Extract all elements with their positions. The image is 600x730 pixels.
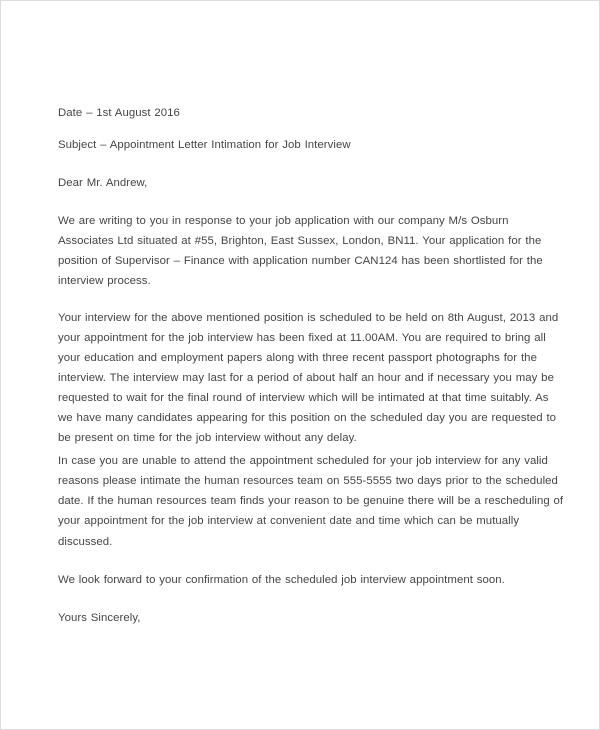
letter-salutation: Dear Mr. Andrew,: [58, 177, 148, 189]
paragraph-line: Associates Ltd situated at #55, Brighton, East Sussex, London, BN11. Your application for the: [58, 235, 542, 247]
paragraph-line: your appointment for the job interview has been fixed at 11.00AM. You are required to bring all: [58, 332, 546, 344]
paragraph-line: be present on time for the job interview without any delay.: [58, 432, 357, 444]
closing-paragraph: We look forward to your confirmation of the scheduled job interview appointment soon.: [58, 574, 505, 586]
paragraph-line: interview process.: [58, 275, 151, 287]
sign-off: Yours Sincerely,: [58, 612, 141, 624]
letter-subject: Subject – Appointment Letter Intimation for Job Interview: [58, 139, 351, 151]
paragraph-line: interview. The interview may last for a period of about half an hour and if necessary you may be: [58, 372, 554, 384]
paragraph-line: discussed.: [58, 536, 113, 548]
letter-date: Date – 1st August 2016: [58, 107, 180, 119]
paragraph-line: we have many candidates appearing for this position on the scheduled day you are requested to: [58, 412, 557, 424]
paragraph-line: date. If the human resources team finds your reason to be genuine there will be a rescheduling of: [58, 495, 564, 507]
paragraph-line: your education and employment papers along with three recent passport photographs for the: [58, 352, 537, 364]
paragraph-line: position of Supervisor – Finance with application number CAN124 has been shortlisted for the: [58, 255, 543, 267]
paragraph-line: your appointment for the job interview at convenient date and time which can be mutually: [58, 515, 520, 527]
paragraph-line: We are writing to you in response to your job application with our company M/s Osburn: [58, 215, 509, 227]
paragraph-line: Your interview for the above mentioned position is scheduled to be held on 8th August, 2013 and: [58, 312, 559, 324]
paragraph-line: reasons please intimate the human resources team on 555-5555 two days prior to the scheduled: [58, 475, 558, 487]
paragraph-line: In case you are unable to attend the appointment scheduled for your job interview for any valid: [58, 455, 548, 467]
paragraph-line: requested to wait for the final round of interview which will be intimated at that time suitably. As: [58, 392, 549, 404]
